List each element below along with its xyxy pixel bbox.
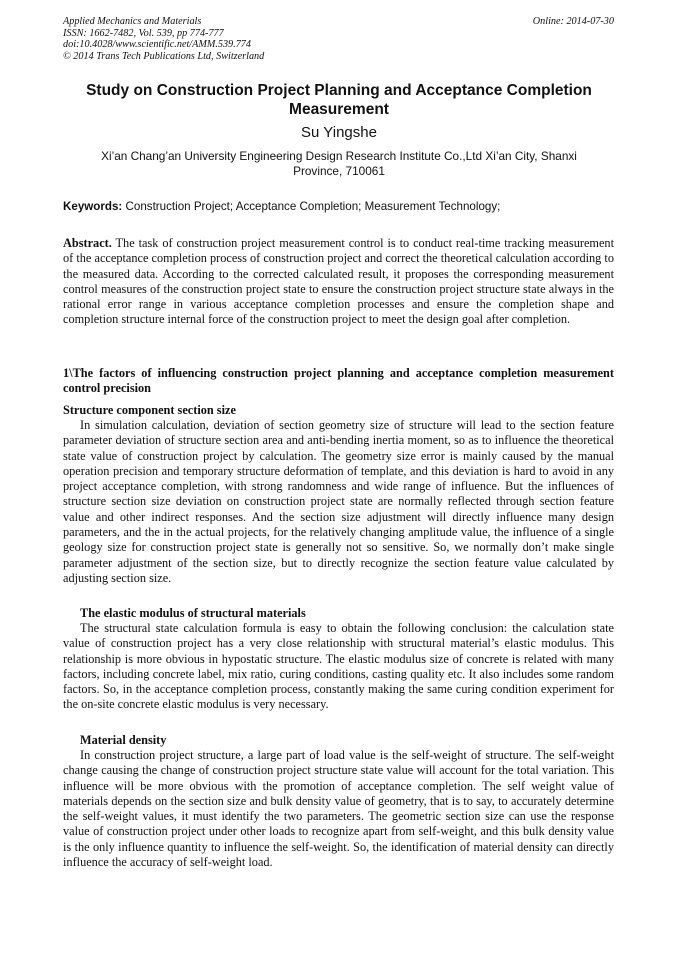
keywords [63,199,623,214]
section-1-heading: 1\The factors of influencing construction project planning and acceptance completion measurement control precision [63,366,614,396]
affiliation: Xi’an Chang’an University Engineering Design Research Institute Co.,Ltd Xi’an City, Shanxi Province, 710061 [101,149,577,178]
copyright: © 2014 Trans Tech Publications Ltd, Switzerland [63,50,265,62]
paper-title: Study on Construction Project Planning and Acceptance Completion Measurement [86,82,592,118]
abstract [63,236,614,328]
abstract-label: Abstract. [63,236,112,250]
issn: ISSN: 1662-7482, Vol. 539, pp 774-777 [63,27,224,39]
journal-name: Applied Mechanics and Materials [63,16,202,27]
subsection-heading-material-density: Material density [80,733,167,747]
author: Su Yingshe [301,124,377,141]
abstract-text: The task of construction project measurement control is to conduct real-time tracking measurement of the acceptance completion process of construction project and correct the theoretical calculation according to the measured data. According to the corrected calculated result, it proposes the corresponding measurement control measures of the construction project state to ensure the construction project structure state always in the rational error range in various acceptance completion processes and ensure the completion shape and completion structure internal force of the construction project to meet the design goal after completion. [63,236,614,327]
paragraph-elastic-modulus: The structural state calculation formula is easy to obtain the following conclusion: the calculation state value of construction project has a very close relationship with structural material’s elastic modulus. This relationship is more obvious in hypostatic structure. The elastic modulus size of concrete is related with many factors, including concrete label, mix ratio, curing conditions, casting quality etc. It also includes some random factors. So, in the acceptance completion process, constantly making the same curing condition experiment for the on-site concrete elastic modulus is very necessary. [63,621,614,712]
subsection-heading-elastic-modulus: The elastic modulus of structural materials [80,606,306,620]
doi: doi:10.4028/www.scientific.net/AMM.539.774 [63,39,251,51]
keywords-text: Construction Project; Acceptance Completion; Measurement Technology; [125,200,501,213]
online-date: Online: 2014-07-30 [532,16,614,27]
paragraph-material-density: In construction project structure, a large part of load value is the self-weight of structure. The self-weight change causing the change of construction project structure state value will account for the total variation. This influence will be more obvious with the promotion of acceptance completion. The self weight value of materials depends on the section size and bulk density value of geometry, that is to say, to accurately determine the self-weight values, it must identify the two parameters. The geometric section size can use the response value of construction project under other loads to recognize apart from self-weight, and this bulk density value is the only influence quantity to influence the self-weight. So, the identification of material density can directly influence the accuracy of self-weight load. [63,748,614,870]
header-meta [63,16,264,62]
keywords-label: Keywords: [63,200,123,213]
paragraph-section-size: In simulation calculation, deviation of section geometry size of structure will lead to the section feature parameter deviation of structure section area and anti-bending inertia moment, so as to influence the theoretical state value of construction project by calculation. The geometry size error is mainly caused by the manual operation precision and temporary structure deformation of template, and this deviation is hard to avoid in any project acceptance completion, with strong randomness and wide range of influence. But the influences of structure section size deviation on construction project state are normally reflected through section feature value and other indirect responses. And the section size adjustment will directly influence many design parameters, and the in the actual projects, for the relatively changing amplitude value, the influence of a single geology size for construction project state is generally not so sensitive. So, we normally don’t make single parameter adjustment of the section size, but to directly recognize the section feature value calculated by adjusting section size. [63,418,614,585]
subsection-heading-section-size: Structure component section size [63,403,236,417]
